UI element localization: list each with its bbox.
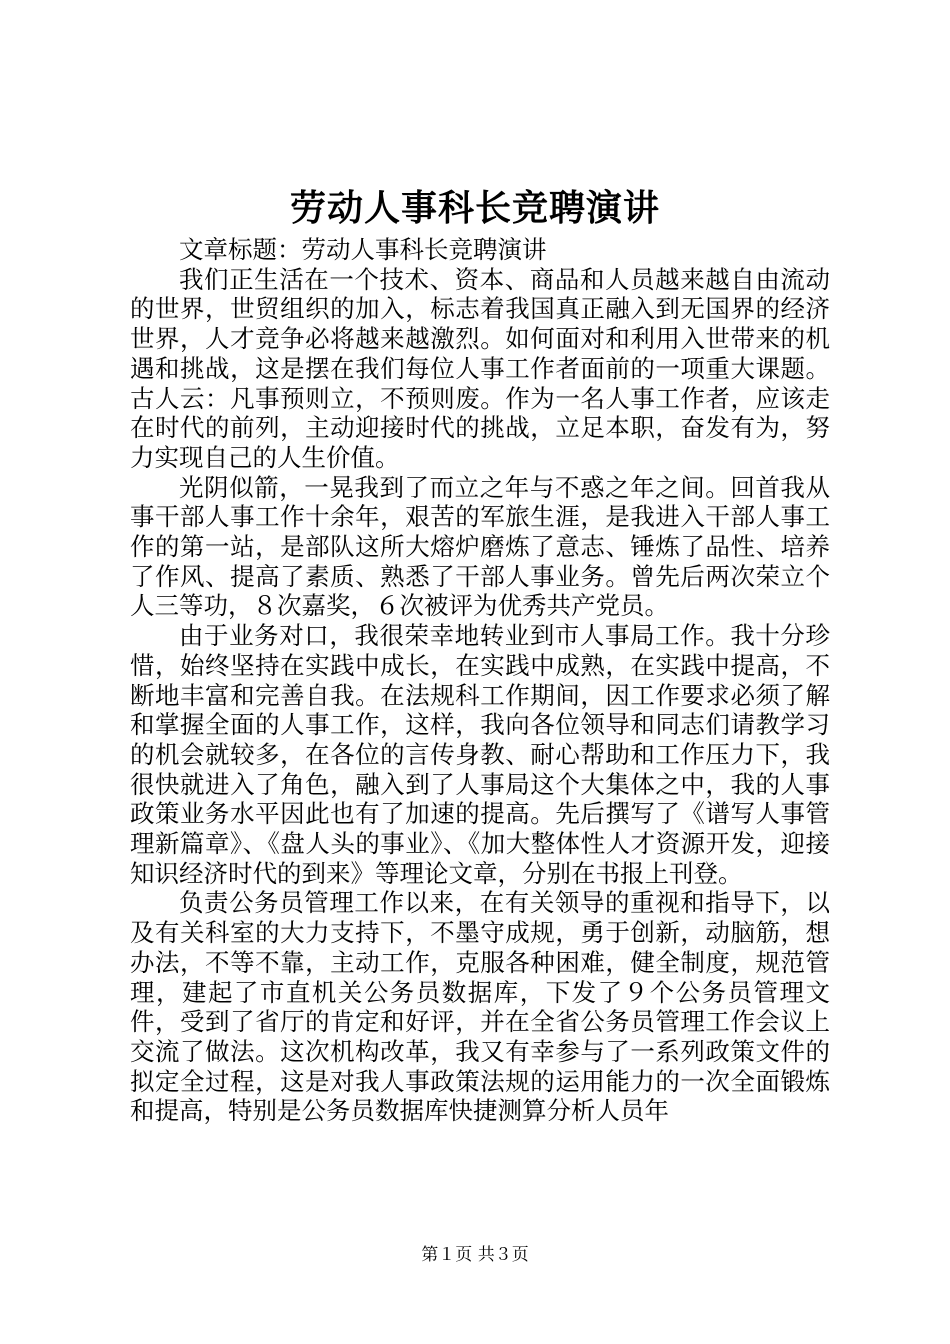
document-title: 劳动人事科长竞聘演讲 bbox=[289, 187, 660, 229]
paragraph: 负责公务员管理工作以来，在有关领导的重视和指导下，以及有关科室的大力支持下，不墨守成规，勇于创新，动脑筋，想办法，不等不靠，主动工作，克服各种困难，健全制度，规范管理，建起了市直机关公务员数据库，下发了９个公务员管理文件，受到了省厅的肯定和好评，并在全省公务员管理工作会议上交流了做法。这次机构改革，我又有幸参与了一系列政策文件的拟定全过程，这是对我人事政策法规的运用能力的一次全面锻炼和提高，特别是公务员数据库快捷测算分析人员年 bbox=[130, 888, 830, 1126]
document-body bbox=[130, 235, 830, 1126]
paragraph-article-title: 文章标题：劳动人事科长竞聘演讲 bbox=[179, 235, 547, 264]
paragraph: 光阴似箭，一晃我到了而立之年与不惑之年之间。回首我从事干部人事工作十余年，艰苦的军旅生涯，是我进入干部人事工作的第一站，是部队这所大熔炉磨炼了意志、锤炼了品性、培养了作风、提高了素质、熟悉了干部人事业务。曾先后两次荣立个人三等功，８次嘉奖，６次被评为优秀共产党员。 bbox=[130, 472, 830, 621]
page-footer: 第１页 共３页 bbox=[421, 1245, 529, 1265]
paragraph: 我们正生活在一个技术、资本、商品和人员越来越自由流动的世界，世贸组织的加入，标志着我国真正融入到无国界的经济世界，人才竞争必将越来越激烈。如何面对和利用入世带来的机遇和挑战，这是摆在我们每位人事工作者面前的一项重大课题。古人云：凡事预则立，不预则废。作为一名人事工作者，应该走在时代的前列，主动迎接时代的挑战，立足本职，奋发有为，努力实现自己的人生价值。 bbox=[130, 264, 830, 472]
paragraph: 由于业务对口，我很荣幸地转业到市人事局工作。我十分珍惜，始终坚持在实践中成长，在实践中成熟，在实践中提高，不断地丰富和完善自我。在法规科工作期间，因工作要求必须了解和掌握全面的人事工作，这样，我向各位领导和同志们请教学习的机会就较多，在各位的言传身教、耐心帮助和工作压力下，我很快就进入了角色，融入到了人事局这个大集体之中，我的人事政策业务水平因此也有了加速的提高。先后撰写了《谱写人事管理新篇章》、《盘人头的事业》、《加大整体性人才资源开发，迎接知识经济时代的到来》等理论文章，分别在书报上刊登。 bbox=[130, 621, 830, 888]
